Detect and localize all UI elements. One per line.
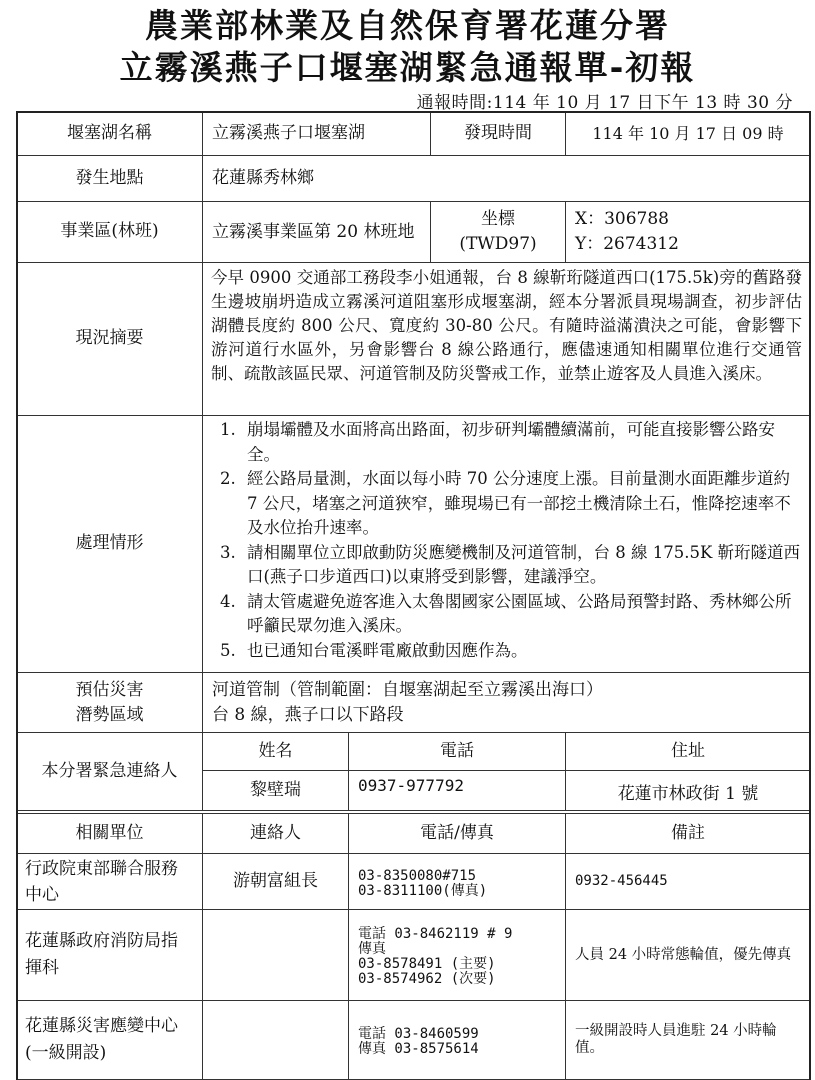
- hazard-label-line1: 預估災害: [75, 679, 144, 700]
- table-row-2-phone: [348, 909, 566, 1001]
- discovery-time-label: 發現時間: [430, 111, 566, 156]
- phone-line: 03-8574962 (次要): [358, 971, 496, 987]
- handling-item: 1. 崩塌壩體及水面將高出路面，初步研判壩體續滿前，可能直接影響公路安全。: [241, 418, 802, 467]
- hazard-line1: 河道管制（管制範圍：自堰塞湖起至立霧溪出海口）: [212, 679, 603, 700]
- table-row-1-note: 0932-456445: [565, 853, 811, 910]
- lake-name-value: 立霧溪燕子口堰塞湖: [202, 111, 431, 156]
- table-row-3-person: [202, 1000, 349, 1080]
- coord-label: [430, 201, 566, 263]
- units-header-unit: 相關單位: [16, 813, 203, 854]
- contact-name: 黎壁瑞: [202, 770, 349, 811]
- coord-value: [565, 201, 811, 263]
- table-row-3-unit: 花蓮縣災害應變中心(一級開設): [16, 1000, 203, 1080]
- phone-line: 03-8350080#715: [358, 867, 477, 884]
- phone-line: 03-8578491 (主要): [358, 956, 496, 972]
- district-value: 立霧溪事業區第 20 林班地: [202, 201, 431, 263]
- hazard-label-line2: 潛勢區域: [75, 704, 144, 725]
- phone-line: 03-8311100(傳真): [358, 882, 488, 899]
- phone-line: 電話 03-8460599: [358, 1026, 479, 1042]
- phone-line: 傳真 03-8575614: [358, 1041, 479, 1057]
- table-row-3-phone: [348, 1000, 566, 1080]
- handling-label: 處理情形: [16, 415, 203, 673]
- lake-name-label: 堰塞湖名稱: [16, 111, 203, 156]
- contact-name-header: 姓名: [202, 732, 349, 771]
- contact-label: 本分署緊急連絡人: [16, 732, 203, 811]
- handling-item: 4. 請太管處避免遊客進入太魯閣國家公園區域、公路局預警封路、秀林鄉公所呼籲民眾勿進入溪床。: [241, 590, 802, 639]
- table-row-2-person: [202, 909, 349, 1001]
- phone-line: 傳真: [358, 941, 386, 957]
- contact-address-header: 住址: [565, 732, 811, 771]
- coord-label-line1: 坐標: [481, 209, 515, 229]
- units-header-person: 連絡人: [202, 813, 349, 854]
- table-row-1-unit: 行政院東部聯合服務中心: [16, 853, 203, 910]
- report-time: 通報時間:114 年 10 月 17 日下午 13 時 30 分: [416, 93, 793, 113]
- summary-text-cell: [202, 262, 811, 416]
- hazard-line2: 台 8 線，燕子口以下路段: [212, 704, 404, 725]
- units-header-phone: 電話/傳真: [348, 813, 566, 854]
- contact-phone-header: 電話: [348, 732, 566, 771]
- handling-item: 2. 經公路局量測，水面以每小時 70 公分速度上漲。目前量測水面距離步道約 7 公尺，堵塞之河道狹窄，雖現場已有一部挖土機清除土石，惟降挖速率不及水位抬升速率。: [241, 467, 802, 541]
- location-value: 花蓮縣秀林鄉: [202, 155, 811, 202]
- coord-label-line2: (TWD97): [459, 234, 537, 254]
- coord-x: X：306788: [575, 209, 669, 229]
- handling-item: 5. 也已通知台電溪畔電廠啟動因應作為。: [241, 639, 802, 664]
- coord-y: Y：2674312: [575, 234, 679, 254]
- table-row-2-unit: 花蓮縣政府消防局指揮科: [16, 909, 203, 1001]
- discovery-time-value: 114 年 10 月 17 日 09 時: [565, 111, 811, 156]
- handling-item: 3. 請相關單位立即啟動防災應變機制及河道管制，台 8 線 175.5K 靳珩隧道西口(燕子口步道西口)以東將受到影響，建議淨空。: [241, 541, 802, 590]
- table-row-3-note: 一級開設時人員進駐 24 小時輪值。: [565, 1000, 811, 1080]
- hazard-value: [202, 672, 811, 733]
- summary-label: 現況摘要: [16, 262, 203, 416]
- hazard-label: [16, 672, 203, 733]
- contact-phone: 0937-977792: [348, 770, 566, 811]
- location-label: 發生地點: [16, 155, 203, 202]
- district-label: 事業區(林班): [16, 201, 203, 263]
- agency-title: 農業部林業及自然保育署花蓮分署: [145, 6, 670, 45]
- table-row-2-note: 人員 24 小時常態輪值，優先傳真: [565, 909, 811, 1001]
- table-row-1-phone: [348, 853, 566, 910]
- handling-list-cell: [202, 415, 811, 673]
- handling-list: [211, 418, 802, 663]
- summary-text: 今早 0900 交通部工務段李小姐通報，台 8 線靳珩隧道西口(175.5k)旁的舊路發生邊坡崩坍造成立霧溪河道阻塞形成堰塞湖，經本分署派員現場調查，初步評估湖體長度約 800 公尺、寬度約 30-80 公尺。有隨時溢滿潰決之可能，會影響下游河道行水區外，另會影響台 8 線公路通行，應儘速通知相關單位進行交通管制、疏散該區民眾、河道管制及防災警戒工作，並禁止遊客及人員進入溪床。: [211, 268, 802, 383]
- contact-address: 花蓮市林政街 1 號: [565, 770, 811, 811]
- phone-line: 電話 03-8462119 # 9: [358, 926, 513, 942]
- units-header-note: 備註: [565, 813, 811, 854]
- table-row-1-person: 游朝富組長: [202, 853, 349, 910]
- report-title: 立霧溪燕子口堰塞湖緊急通報單-初報: [119, 48, 696, 87]
